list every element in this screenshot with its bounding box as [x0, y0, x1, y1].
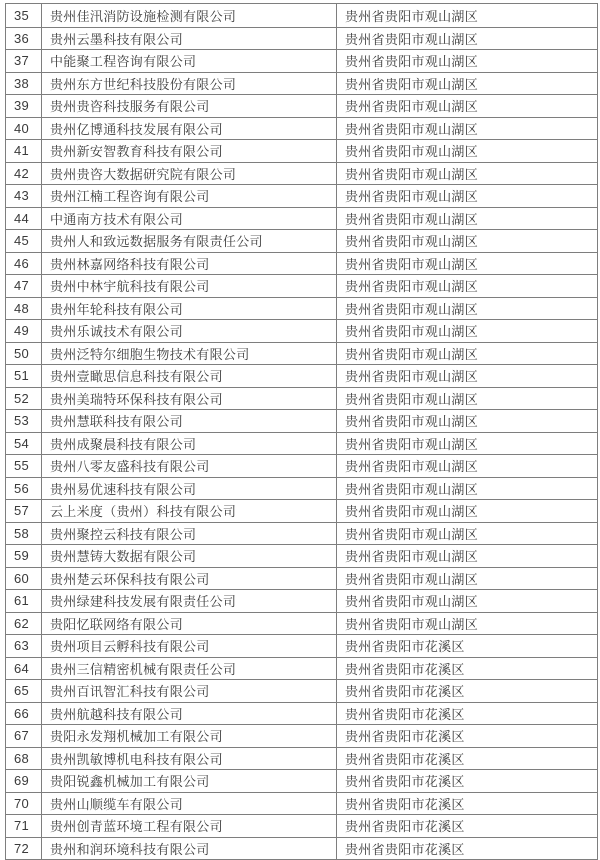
row-number-cell: 63	[14, 638, 30, 654]
row-number-cell: 45	[14, 233, 30, 249]
company-region-cell: 贵州省贵阳市观山湖区	[336, 343, 597, 365]
table-row	[6, 522, 597, 545]
table-row	[6, 162, 597, 185]
company-region-cell: 贵州省贵阳市花溪区	[336, 635, 597, 657]
company-name-cell: 贵阳永发翔机械加工有限公司	[41, 725, 336, 747]
company-name-cell: 贵州易优速科技有限公司	[41, 478, 336, 500]
table-row	[6, 184, 597, 207]
company-region-cell: 贵州省贵阳市花溪区	[336, 725, 597, 747]
row-number-cell: 43	[14, 188, 30, 204]
company-region-cell: 贵州省贵阳市观山湖区	[336, 28, 597, 50]
company-region-cell: 贵州省贵阳市观山湖区	[336, 545, 597, 567]
row-number-cell: 55	[14, 458, 30, 474]
company-region-cell: 贵州省贵阳市观山湖区	[336, 568, 597, 590]
row-number-cell: 48	[14, 300, 30, 316]
row-number-cell: 35	[14, 7, 30, 23]
table-row	[6, 342, 597, 365]
row-number-cell: 47	[14, 278, 30, 294]
row-number-cell: 44	[14, 210, 30, 226]
company-region-cell: 贵州省贵阳市观山湖区	[336, 613, 597, 635]
table-row	[6, 409, 597, 432]
row-number-cell: 71	[14, 818, 30, 834]
company-region-cell: 贵州省贵阳市观山湖区	[336, 365, 597, 387]
company-region-cell: 贵州省贵阳市观山湖区	[336, 73, 597, 95]
company-list-table	[5, 3, 598, 860]
company-name-cell: 贵阳锐鑫机械加工有限公司	[41, 770, 336, 792]
company-name-cell: 贵州百讯智汇科技有限公司	[41, 680, 336, 702]
company-name-cell: 云上米度（贵州）科技有限公司	[41, 500, 336, 522]
table-row	[6, 117, 597, 140]
table-row	[6, 207, 597, 230]
row-number-cell: 38	[14, 75, 30, 91]
table-row	[6, 792, 597, 815]
company-name-cell: 贵州泛特尔细胞生物技术有限公司	[41, 343, 336, 365]
company-name-cell: 贵州亿博通科技发展有限公司	[41, 118, 336, 140]
company-name-cell: 中通南方技术有限公司	[41, 208, 336, 230]
row-number-cell: 62	[14, 615, 30, 631]
company-region-cell: 贵州省贵阳市花溪区	[336, 770, 597, 792]
company-region-cell: 贵州省贵阳市观山湖区	[336, 590, 597, 612]
row-number-cell: 46	[14, 255, 30, 271]
company-region-cell: 贵州省贵阳市观山湖区	[336, 523, 597, 545]
company-region-cell: 贵州省贵阳市观山湖区	[336, 433, 597, 455]
table-row	[6, 432, 597, 455]
table-row	[6, 477, 597, 500]
company-name-cell: 贵州山顺缆车有限公司	[41, 793, 336, 815]
company-name-cell: 贵州美瑞特环保科技有限公司	[41, 388, 336, 410]
row-number-cell: 37	[14, 53, 30, 69]
company-name-cell: 贵州绿建科技发展有限责任公司	[41, 590, 336, 612]
company-name-cell: 中能聚工程咨询有限公司	[41, 50, 336, 72]
company-name-cell: 贵州三信精密机械有限责任公司	[41, 658, 336, 680]
company-name-cell: 贵州年轮科技有限公司	[41, 298, 336, 320]
table-row	[6, 94, 597, 117]
company-name-cell: 贵州江楠工程咨询有限公司	[41, 185, 336, 207]
table-row	[6, 747, 597, 770]
company-name-cell: 贵州东方世纪科技股份有限公司	[41, 73, 336, 95]
company-name-cell: 贵州凯敏博机电科技有限公司	[41, 748, 336, 770]
company-name-cell: 贵州项目云孵科技有限公司	[41, 635, 336, 657]
row-number-cell: 61	[14, 593, 30, 609]
company-region-cell: 贵州省贵阳市观山湖区	[336, 275, 597, 297]
company-region-cell: 贵州省贵阳市花溪区	[336, 748, 597, 770]
company-region-cell: 贵州省贵阳市花溪区	[336, 703, 597, 725]
company-name-cell: 贵州人和致远数据服务有限责任公司	[41, 230, 336, 252]
row-number-cell: 53	[14, 413, 30, 429]
table-row	[6, 769, 597, 792]
company-region-cell: 贵州省贵阳市观山湖区	[336, 95, 597, 117]
company-region-cell: 贵州省贵阳市观山湖区	[336, 4, 597, 27]
company-name-cell: 贵州乐诚技术有限公司	[41, 320, 336, 342]
table-row	[6, 27, 597, 50]
row-number-cell: 70	[14, 795, 30, 811]
table-row	[6, 499, 597, 522]
company-name-cell: 贵州创青蓝环境工程有限公司	[41, 815, 336, 837]
company-region-cell: 贵州省贵阳市观山湖区	[336, 388, 597, 410]
company-name-cell: 贵州佳汛消防设施检测有限公司	[41, 4, 336, 27]
table-row	[6, 4, 597, 27]
table-row	[6, 139, 597, 162]
company-name-cell: 贵州和润环境科技有限公司	[41, 838, 336, 860]
table-row	[6, 544, 597, 567]
row-number-cell: 36	[14, 30, 30, 46]
table-row	[6, 567, 597, 590]
table-row	[6, 454, 597, 477]
company-name-cell: 贵州八零友盛科技有限公司	[41, 455, 336, 477]
company-region-cell: 贵州省贵阳市观山湖区	[336, 208, 597, 230]
table-row	[6, 814, 597, 837]
row-number-cell: 42	[14, 165, 30, 181]
company-name-cell: 贵州成聚晨科技有限公司	[41, 433, 336, 455]
row-number-cell: 50	[14, 345, 30, 361]
company-region-cell: 贵州省贵阳市观山湖区	[336, 410, 597, 432]
company-region-cell: 贵州省贵阳市花溪区	[336, 658, 597, 680]
table-row	[6, 634, 597, 657]
table-row	[6, 702, 597, 725]
row-number-cell: 56	[14, 480, 30, 496]
company-name-cell: 贵州中林宇航科技有限公司	[41, 275, 336, 297]
table-row	[6, 364, 597, 387]
company-region-cell: 贵州省贵阳市花溪区	[336, 680, 597, 702]
table-row	[6, 297, 597, 320]
row-number-cell: 54	[14, 435, 30, 451]
company-name-cell: 贵州慧铸大数据有限公司	[41, 545, 336, 567]
row-number-cell: 72	[14, 840, 30, 856]
company-region-cell: 贵州省贵阳市花溪区	[336, 793, 597, 815]
row-number-cell: 69	[14, 773, 30, 789]
table-row	[6, 49, 597, 72]
row-number-cell: 49	[14, 323, 30, 339]
company-name-cell: 贵阳忆联网络有限公司	[41, 613, 336, 635]
row-number-cell: 39	[14, 98, 30, 114]
company-region-cell: 贵州省贵阳市观山湖区	[336, 320, 597, 342]
row-number-cell: 41	[14, 143, 30, 159]
row-number-cell: 68	[14, 750, 30, 766]
row-number-cell: 64	[14, 660, 30, 676]
table-row	[6, 72, 597, 95]
table-row	[6, 319, 597, 342]
table-row	[6, 387, 597, 410]
table-row	[6, 229, 597, 252]
company-name-cell: 贵州云墨科技有限公司	[41, 28, 336, 50]
company-region-cell: 贵州省贵阳市观山湖区	[336, 253, 597, 275]
row-number-cell: 59	[14, 548, 30, 564]
company-region-cell: 贵州省贵阳市观山湖区	[336, 455, 597, 477]
company-region-cell: 贵州省贵阳市观山湖区	[336, 118, 597, 140]
company-region-cell: 贵州省贵阳市观山湖区	[336, 230, 597, 252]
company-region-cell: 贵州省贵阳市观山湖区	[336, 185, 597, 207]
row-number-cell: 67	[14, 728, 30, 744]
table-row	[6, 612, 597, 635]
table-row	[6, 724, 597, 747]
company-region-cell: 贵州省贵阳市观山湖区	[336, 500, 597, 522]
company-region-cell: 贵州省贵阳市观山湖区	[336, 298, 597, 320]
company-name-cell: 贵州楚云环保科技有限公司	[41, 568, 336, 590]
company-name-cell: 贵州贵咨科技服务有限公司	[41, 95, 336, 117]
table-row	[6, 274, 597, 297]
row-number-cell: 40	[14, 120, 30, 136]
company-region-cell: 贵州省贵阳市观山湖区	[336, 478, 597, 500]
company-region-cell: 贵州省贵阳市观山湖区	[336, 50, 597, 72]
table-row	[6, 837, 597, 860]
row-number-cell: 65	[14, 683, 30, 699]
row-number-cell: 51	[14, 368, 30, 384]
company-name-cell: 贵州聚控云科技有限公司	[41, 523, 336, 545]
company-name-cell: 贵州新安智教育科技有限公司	[41, 140, 336, 162]
company-region-cell: 贵州省贵阳市花溪区	[336, 838, 597, 860]
table-row	[6, 657, 597, 680]
row-number-cell: 52	[14, 390, 30, 406]
company-name-cell: 贵州壹瞰思信息科技有限公司	[41, 365, 336, 387]
table-row	[6, 679, 597, 702]
company-region-cell: 贵州省贵阳市观山湖区	[336, 163, 597, 185]
company-region-cell: 贵州省贵阳市观山湖区	[336, 140, 597, 162]
row-number-cell: 60	[14, 570, 30, 586]
company-region-cell: 贵州省贵阳市花溪区	[336, 815, 597, 837]
company-name-cell: 贵州贵咨大数据研究院有限公司	[41, 163, 336, 185]
company-name-cell: 贵州航越科技有限公司	[41, 703, 336, 725]
table-row	[6, 252, 597, 275]
row-number-cell: 57	[14, 503, 30, 519]
table-row	[6, 589, 597, 612]
row-number-cell: 58	[14, 525, 30, 541]
company-name-cell: 贵州林嘉网络科技有限公司	[41, 253, 336, 275]
row-number-cell: 66	[14, 705, 30, 721]
company-name-cell: 贵州慧联科技有限公司	[41, 410, 336, 432]
